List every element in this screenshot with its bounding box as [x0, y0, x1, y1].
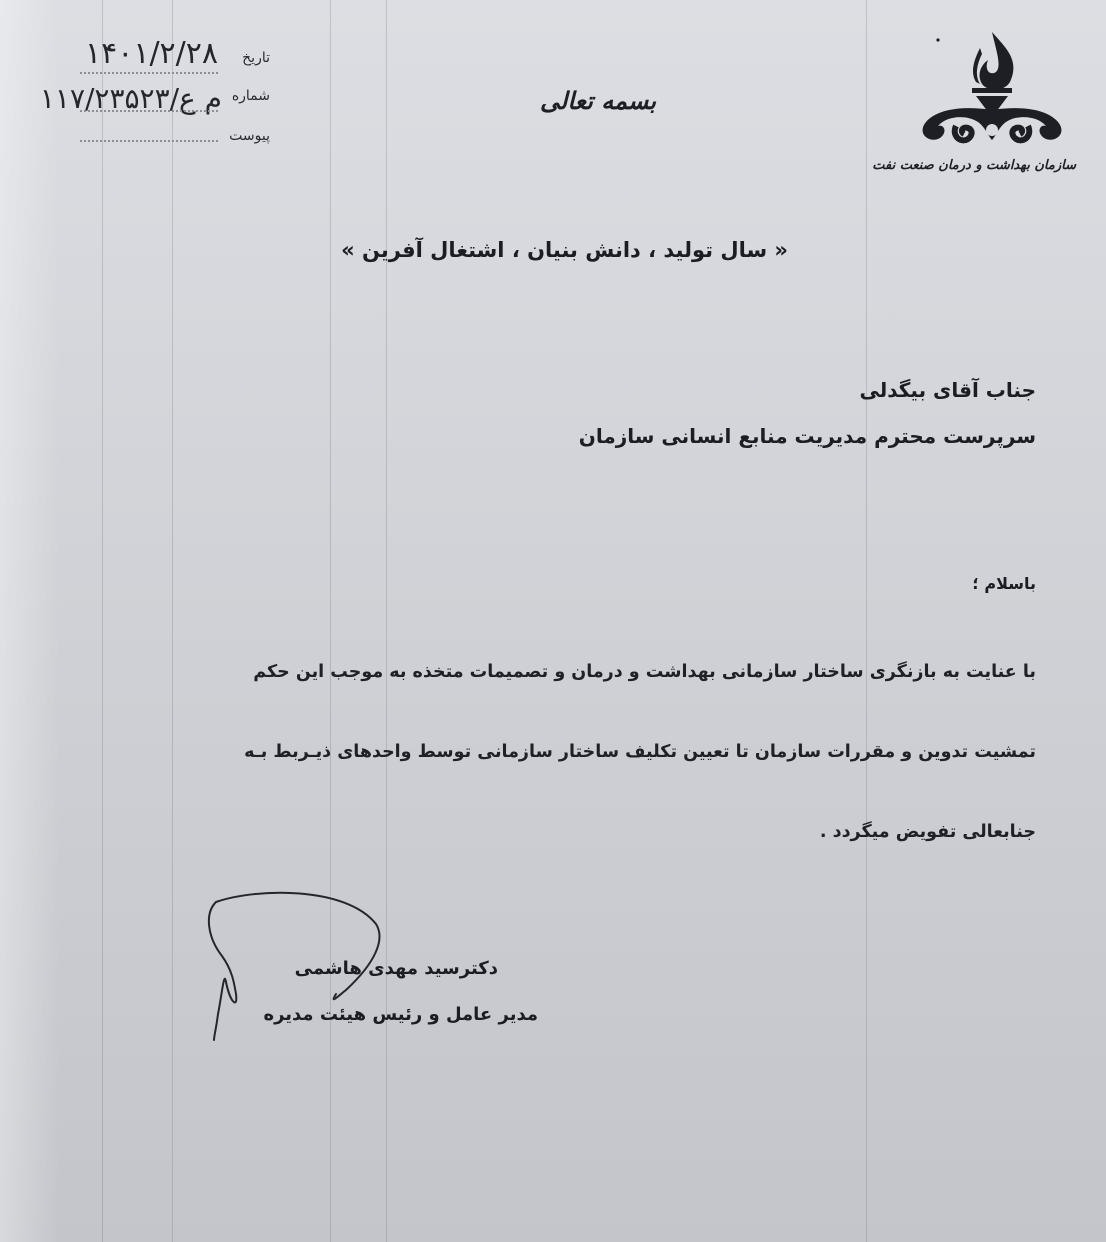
year-motto: « سال تولید ، دانش بنیان ، اشتغال آفرین » — [341, 238, 788, 262]
scan-fold-line — [386, 0, 387, 1242]
scan-fold-line — [866, 0, 867, 1242]
signatory-title: مدیر عامل و رئیس هیئت مدیره — [263, 1004, 538, 1025]
addressee-name: جناب آقای بیگدلی — [859, 378, 1036, 402]
body-line-1: با عنایت به بازنگری ساختار سازمانی بهداشت و درمان و تصمیمات متخذه به موجب این حکم — [253, 662, 1036, 682]
number-dotted-line — [80, 110, 218, 112]
addressee-position: سرپرست محترم مدیریت منابع انسانی سازمان — [578, 424, 1036, 448]
attachment-label: پیوست — [229, 128, 270, 144]
scan-fold-line — [330, 0, 331, 1242]
salutation: باسلام ؛ — [972, 574, 1036, 593]
invocation-heading: بسمه تعالی — [540, 86, 657, 115]
scan-fold-line — [102, 0, 103, 1242]
number-label: شماره — [231, 88, 270, 104]
signatory-name: دکترسید مهدی هاشمی — [294, 958, 498, 979]
date-dotted-line — [80, 72, 218, 74]
date-value: ۱۴۰۱/۲/۲۸ — [84, 36, 218, 71]
scan-fold-line — [172, 0, 173, 1242]
attachment-dotted-line — [80, 140, 218, 142]
number-value: م ع/۱۱۷/۲۳۵۲۳ — [39, 82, 222, 115]
date-label: تاریخ — [242, 50, 270, 66]
body-line-2: تمشیت تدوین و مقررات سازمان تا تعیین تکلیف ساختار سازمانی توسط واحدهای ذیـربط بـه — [244, 742, 1036, 762]
organization-name: سازمان بهداشت و درمان صنعت نفت — [872, 158, 1076, 173]
letterhead-logo — [872, 30, 1086, 190]
torch-flame-emblem-icon — [896, 30, 1086, 150]
letter-meta-block — [30, 30, 270, 150]
body-line-3: جنابعالی تفویض میگردد . — [819, 822, 1036, 842]
